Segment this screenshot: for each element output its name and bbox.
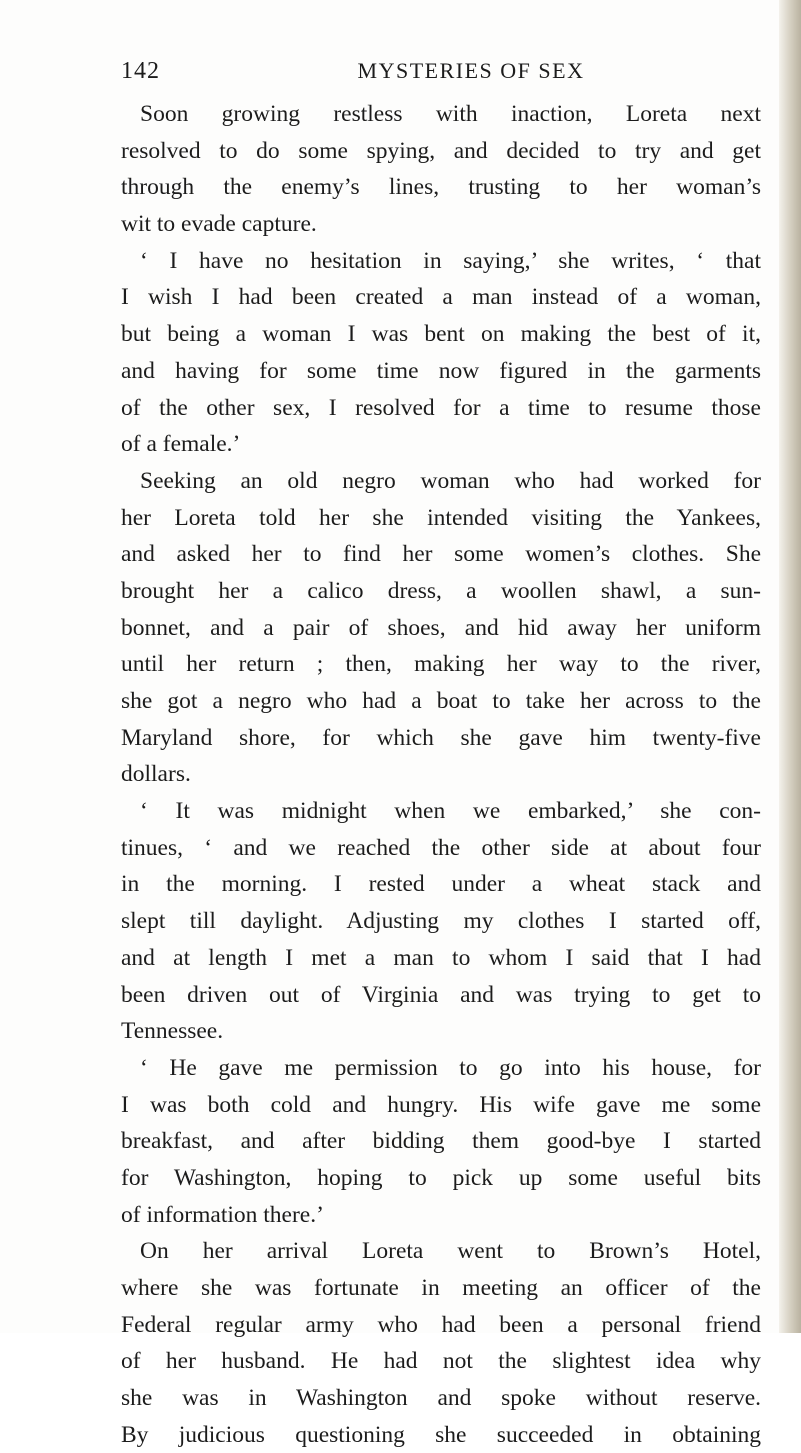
text-line: until her return ; then, making her way to the river, bbox=[121, 651, 761, 678]
text-line: Federal regular army who had been a personal friend bbox=[121, 1311, 761, 1338]
text-line: and asked her to find her some women’s clothes. She bbox=[121, 541, 761, 568]
body-text bbox=[121, 96, 761, 1453]
running-title: MYSTERIES OF SEX bbox=[357, 58, 585, 83]
text-line: in the morning. I rested under a wheat stack and bbox=[121, 871, 761, 898]
text-line: she was in Washington and spoke without reserve. bbox=[121, 1385, 761, 1412]
text-line: brought her a calico dress, a woollen shawl, a sun- bbox=[121, 577, 761, 604]
text-line: been driven out of Virginia and was trying to get to bbox=[121, 981, 761, 1008]
page-number: 142 bbox=[121, 58, 160, 84]
text-line: By judicious questioning she succeeded in obtaining bbox=[121, 1421, 761, 1448]
text-line: slept till daylight. Adjusting my clothes I started off, bbox=[121, 908, 761, 935]
text-line: Soon growing restless with inaction, Loreta next bbox=[140, 101, 761, 127]
text-line: bonnet, and a pair of shoes, and hid away her uniform bbox=[121, 614, 761, 641]
text-line: Tennessee. bbox=[121, 1018, 224, 1045]
text-line: of a female.’ bbox=[121, 431, 241, 458]
text-line: through the enemy’s lines, trusting to her woman’s bbox=[121, 174, 761, 201]
text-line: of the other sex, I resolved for a time to resume those bbox=[121, 394, 761, 421]
text-line: dollars. bbox=[121, 761, 191, 788]
text-line: ‘ It was midnight when we embarked,’ she con- bbox=[140, 798, 761, 825]
page-edge-shadow bbox=[779, 0, 801, 1333]
text-line: and at length I met a man to whom I said that I had bbox=[121, 944, 761, 971]
page-header bbox=[121, 58, 761, 88]
text-line: wit to evade capture. bbox=[121, 211, 317, 238]
text-line: ‘ I have no hesitation in saying,’ she writes, ‘ that bbox=[140, 247, 761, 274]
text-line: ‘ He gave me permission to go into his house, for bbox=[140, 1054, 761, 1081]
text-line: but being a woman I was bent on making the best of it, bbox=[121, 321, 761, 348]
text-line: and having for some time now figured in the garments bbox=[121, 357, 761, 384]
text-line: I was both cold and hungry. His wife gave me some bbox=[121, 1091, 761, 1118]
text-line: she got a negro who had a boat to take her across to the bbox=[121, 688, 761, 714]
text-line: Maryland shore, for which she gave him twenty-five bbox=[121, 724, 761, 751]
text-line: her Loreta told her she intended visiting the Yankees, bbox=[121, 504, 761, 531]
text-line: tinues, ‘ and we reached the other side at about four bbox=[121, 834, 761, 861]
text-line: Seeking an old negro woman who had worked for bbox=[140, 467, 761, 494]
text-line: I wish I had been created a man instead of a woman, bbox=[121, 284, 761, 311]
text-line: On her arrival Loreta went to Brown’s Hotel, bbox=[140, 1238, 761, 1265]
text-line: of her husband. He had not the slightest idea why bbox=[121, 1348, 761, 1375]
text-line: resolved to do some spying, and decided to try and get bbox=[121, 137, 761, 164]
text-line: where she was fortunate in meeting an officer of the bbox=[121, 1275, 761, 1301]
text-line: of information there.’ bbox=[121, 1201, 324, 1228]
text-line: breakfast, and after bidding them good-bye I started bbox=[121, 1128, 761, 1155]
text-line: for Washington, hoping to pick up some useful bits bbox=[121, 1164, 761, 1191]
